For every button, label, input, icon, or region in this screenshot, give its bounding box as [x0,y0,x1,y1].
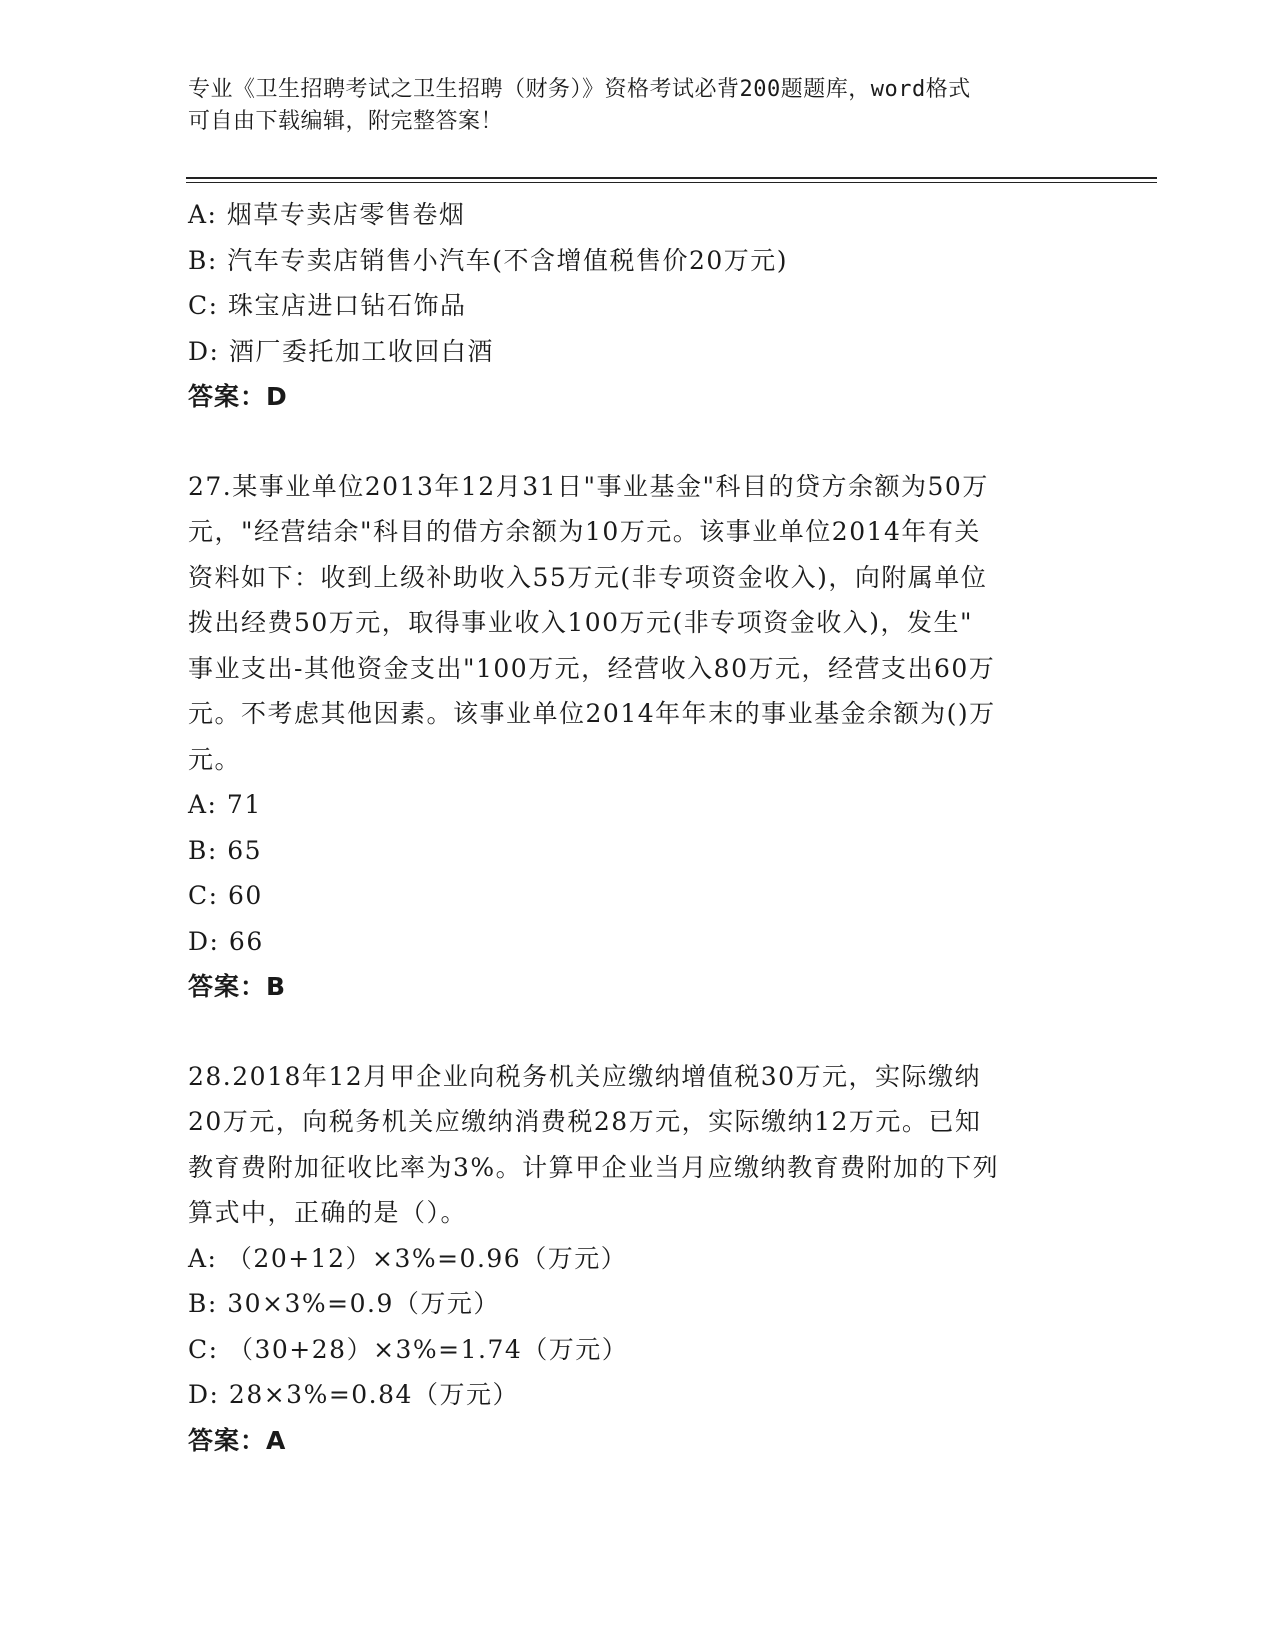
option-d: D: 酒厂委托加工收回白酒 [188,336,494,366]
option-d: D: 66 [188,926,264,956]
option-d: D: 28×3%=0.84（万元） [188,1380,519,1409]
document-header [188,74,1068,138]
answer: 答案：D [188,382,288,411]
option-c: C: （30+28）×3%=1.74（万元） [188,1334,629,1364]
option-c: C: 60 [188,881,263,910]
question-stem-line: 28.2018年12月甲企业向税务机关应缴纳增值税30万元，实际缴纳 [188,1061,982,1091]
header-line-1: 专业《卫生招聘考试之卫生招聘（财务）》资格考试必背200题题库，word格式 [188,77,971,102]
question-26 [188,192,1088,420]
document-body [188,192,1088,1463]
question-stem-line: 事业支出-其他资金支出"100万元，经营收入80万元，经营支出60万 [188,653,996,683]
answer: 答案：A [188,1425,287,1455]
option-b: B: 65 [188,835,263,865]
question-stem-line: 资料如下：收到上级补助收入55万元(非专项资金收入)，向附属单位 [188,562,988,592]
question-stem-line: 20万元，向税务机关应缴纳消费税28万元，实际缴纳12万元。已知 [188,1107,982,1136]
option-a: A: 71 [188,790,262,819]
question-stem-line: 27.某事业单位2013年12月31日"事业基金"科目的贷方余额为50万 [188,471,989,501]
option-b: B: 汽车专卖店销售小汽车(不含增值税售价20万元) [188,245,789,275]
question-stem-line: 算式中，正确的是（）。 [188,1198,468,1227]
header-divider-thick [186,177,1157,179]
question-28 [188,1054,1088,1464]
question-stem-line: 拨出经费50万元，取得事业收入100万元(非专项资金收入)，发生" [188,608,974,637]
question-stem-line: 元，"经营结余"科目的借方余额为10万元。该事业单位2014年有关 [188,517,981,546]
header-divider-thin [186,182,1157,183]
option-b: B: 30×3%=0.9（万元） [188,1289,500,1318]
question-stem-line: 元。不考虑其他因素。该事业单位2014年年末的事业基金余额为()万 [188,699,996,728]
question-27 [188,464,1088,1010]
answer: 答案：B [188,972,287,1001]
question-stem-line: 教育费附加征收比率为3%。计算甲企业当月应缴纳教育费附加的下列 [188,1152,1000,1182]
option-a: A: 烟草专卖店零售卷烟 [188,200,466,229]
header-line-2: 可自由下载编辑，附完整答案！ [188,109,504,134]
option-c: C: 珠宝店进口钻石饰品 [188,291,467,320]
option-a: A: （20+12）×3%=0.96（万元） [188,1243,628,1273]
question-stem-line: 元。 [188,744,242,774]
